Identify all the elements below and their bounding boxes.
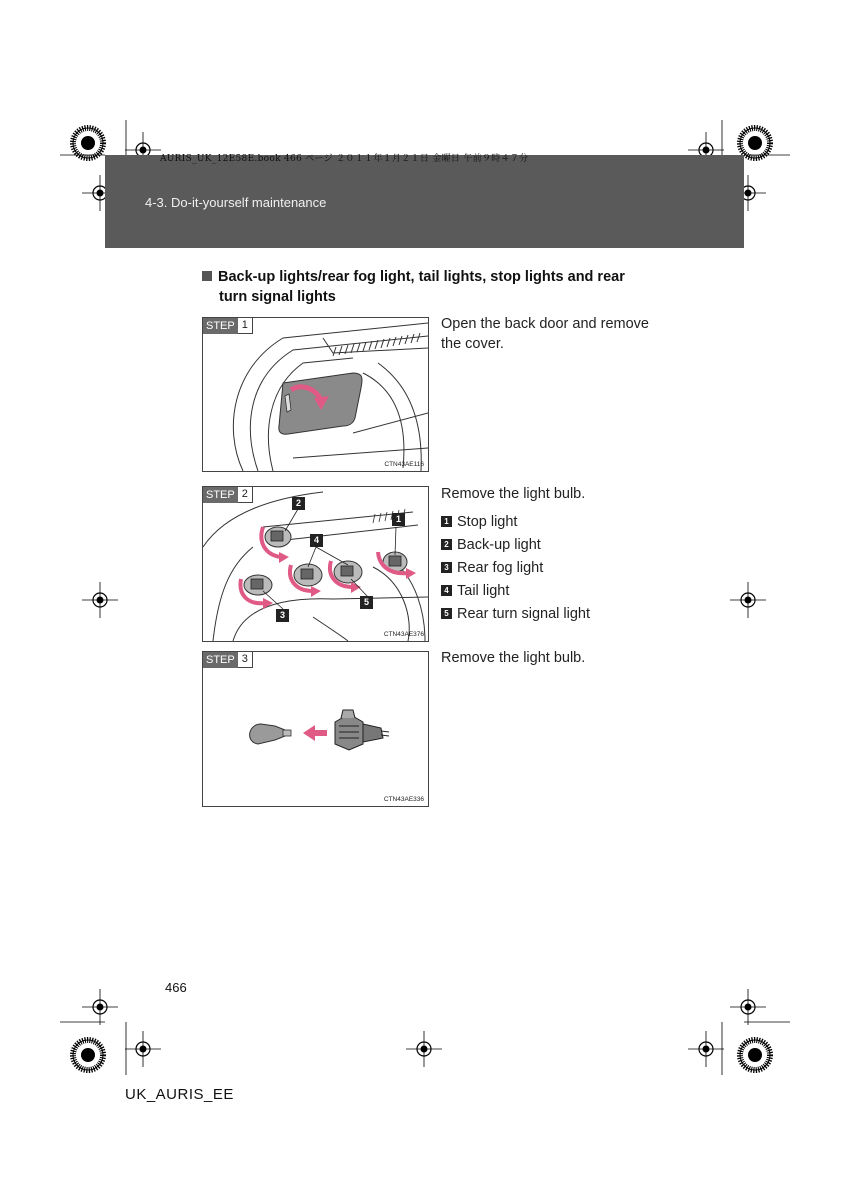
figure-code: CTN43AE376: [383, 631, 424, 638]
callout-2: 2: [292, 497, 305, 510]
step-label: STEP 1: [203, 318, 253, 334]
step2-figure: [202, 486, 429, 642]
list-item: 3 Rear fog light: [441, 556, 666, 579]
callout-5: 5: [360, 596, 373, 609]
list-item: 2 Back-up light: [441, 533, 666, 556]
callout-4: 4: [310, 534, 323, 547]
callout-1: 1: [392, 513, 405, 526]
callout-3: 3: [276, 609, 289, 622]
step1-instruction: Open the back door and remove the cover.: [441, 316, 649, 352]
step3-figure: [202, 651, 429, 807]
list-item: 4 Tail light: [441, 579, 666, 602]
step1-figure: [202, 317, 429, 472]
back-door-cover-illustration: [203, 318, 428, 471]
section-title: 4-3. Do-it-yourself maintenance: [145, 195, 327, 210]
bulb-legend-list: [441, 510, 666, 625]
list-item: 1 Stop light: [441, 510, 666, 533]
procedure-heading: Back-up lights/rear fog light, tail lights, stop lights and rear turn signal lights: [202, 267, 660, 307]
rear-light-sockets-illustration: [203, 487, 428, 641]
list-item: 5 Rear turn signal light: [441, 602, 666, 625]
figure-code: CTN43AE116: [384, 461, 424, 468]
step2-instruction: Remove the light bulb.: [441, 486, 586, 502]
step-label: STEP 2: [203, 487, 253, 503]
square-bullet-icon: [202, 271, 212, 281]
document-code: UK_AURIS_EE: [125, 1086, 234, 1103]
book-file-info: AURIS_UK_12E58E.book 466 ページ ２０１１年１月２１日 金曜日 午前９時４７分: [160, 154, 529, 164]
figure-code: CTN43AE336: [383, 796, 424, 803]
page-number: 466: [165, 980, 187, 995]
step3-instruction: Remove the light bulb.: [441, 650, 586, 666]
step-label: STEP 3: [203, 652, 253, 668]
bulb-removal-illustration: [203, 652, 428, 806]
